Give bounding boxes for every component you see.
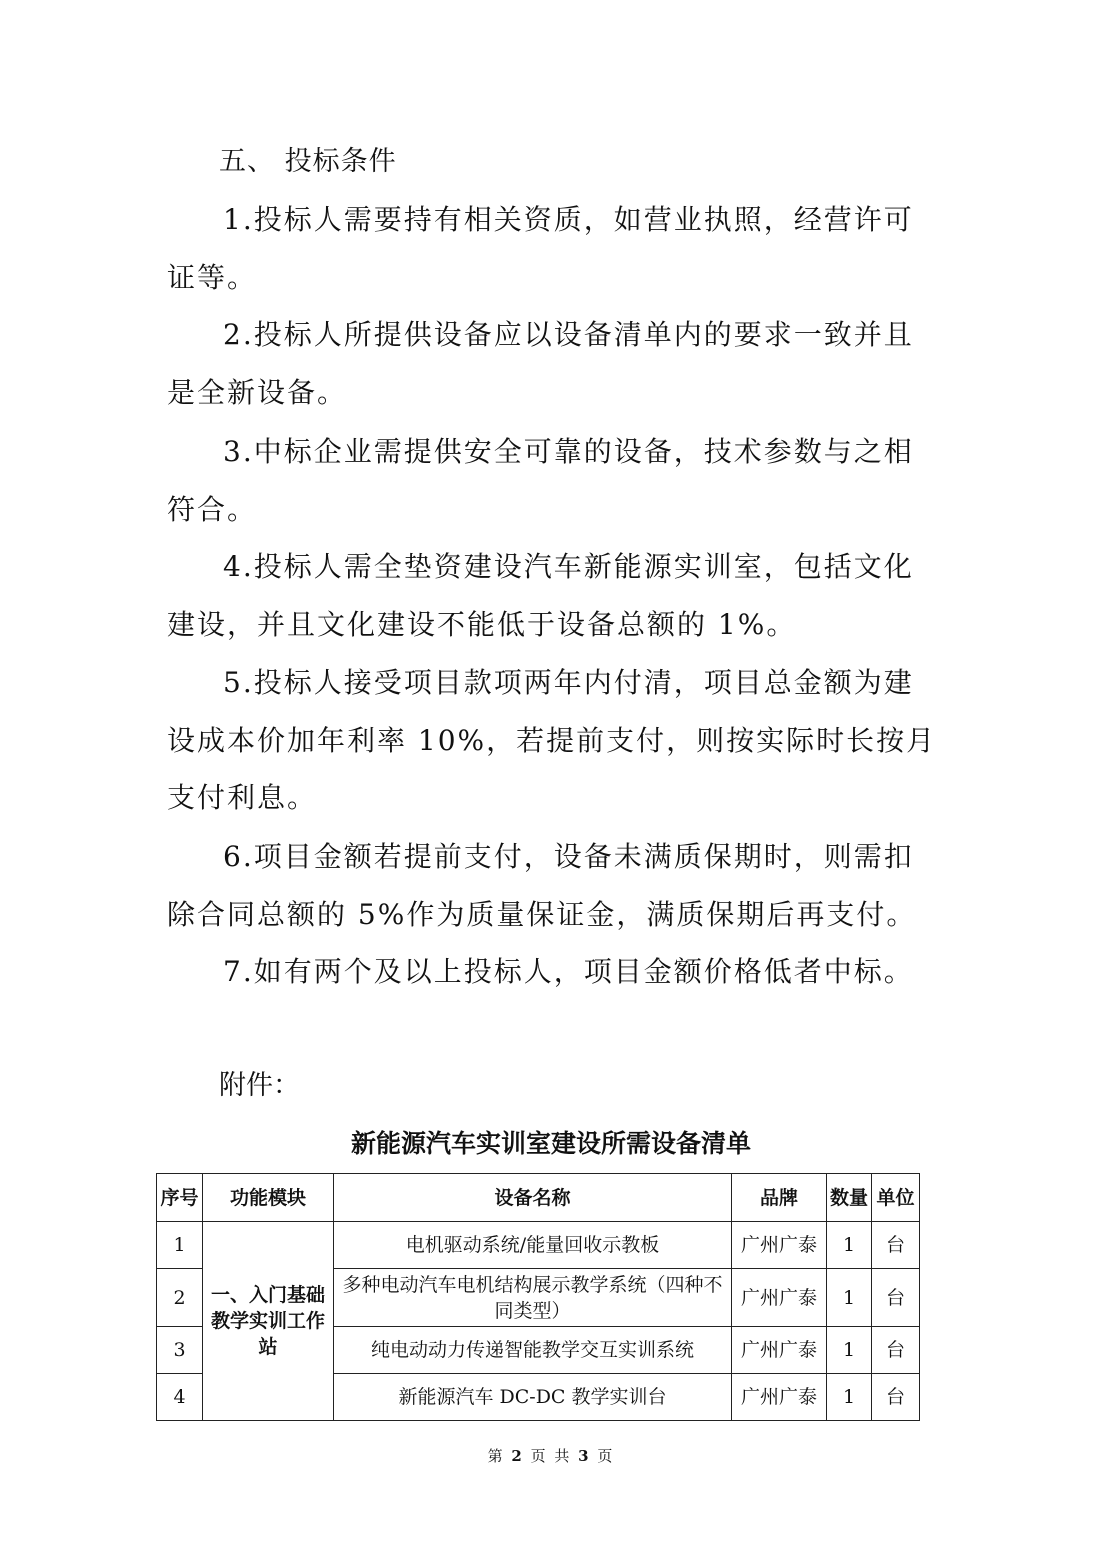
header-quantity: 数量: [827, 1174, 872, 1222]
equipment-table: [156, 1173, 920, 1421]
condition-4: 4.投标人需全垫资建设汽车新能源实训室，包括文化建设，并且文化建设不能低于设备总额的 1%。: [167, 550, 914, 641]
section-title: 五、 投标条件: [219, 146, 397, 177]
cell-brand: 广州广泰: [732, 1222, 827, 1269]
footer-prefix: 第: [487, 1447, 505, 1465]
header-unit: 单位: [872, 1174, 920, 1222]
header-no: 序号: [157, 1174, 203, 1222]
cell-brand: 广州广泰: [732, 1327, 827, 1374]
header-equipment-name: 设备名称: [334, 1174, 732, 1222]
cell-quantity: 1: [827, 1222, 872, 1269]
footer-total-pages: 3: [578, 1447, 591, 1465]
cell-no: 4: [157, 1374, 203, 1421]
cell-equipment-name: 多种电动汽车电机结构展示教学系统（四种不同类型）: [334, 1269, 732, 1327]
cell-brand: 广州广泰: [732, 1374, 827, 1421]
cell-quantity: 1: [827, 1327, 872, 1374]
cell-no: 1: [157, 1222, 203, 1269]
cell-equipment-name: 纯电动动力传递智能教学交互实训系统: [334, 1327, 732, 1374]
cell-no: 3: [157, 1327, 203, 1374]
cell-module: 一、入门基础教学实训工作站: [203, 1222, 334, 1421]
cell-unit: 台: [872, 1327, 920, 1374]
condition-5: 5.投标人接受项目款项两年内付清，项目总金额为建设成本价加年利率 10%，若提前支付，则按实际时长按月支付利息。: [167, 666, 937, 814]
cell-equipment-name: 电机驱动系统/能量回收示教板: [334, 1222, 732, 1269]
header-brand: 品牌: [732, 1174, 827, 1222]
condition-6: 6.项目金额若提前支付，设备未满质保期时，则需扣除合同总额的 5%作为质量保证金，满质保期后再支付。: [167, 840, 917, 931]
cell-quantity: 1: [827, 1269, 872, 1327]
table-header-row: [157, 1174, 920, 1222]
cell-equipment-name: 新能源汽车 DC-DC 教学实训台: [334, 1374, 732, 1421]
condition-3: 3.中标企业需提供安全可靠的设备，技术参数与之相符合。: [167, 435, 914, 526]
cell-quantity: 1: [827, 1374, 872, 1421]
condition-7: 7.如有两个及以上投标人，项目金额价格低者中标。: [223, 955, 914, 988]
table-title: 新能源汽车实训室建设所需设备清单: [350, 1129, 751, 1158]
cell-unit: 台: [872, 1222, 920, 1269]
cell-brand: 广州广泰: [732, 1269, 827, 1327]
attachment-label: 附件：: [219, 1070, 300, 1101]
condition-1: 1.投标人需要持有相关资质，如营业执照，经营许可证等。: [167, 203, 914, 294]
cell-unit: 台: [872, 1374, 920, 1421]
cell-unit: 台: [872, 1269, 920, 1327]
footer-suffix: 页: [597, 1447, 615, 1465]
footer-page-number: 2: [511, 1447, 524, 1465]
table-row: [157, 1222, 920, 1269]
header-module: 功能模块: [203, 1174, 334, 1222]
page-footer: [0, 1444, 1102, 1468]
footer-mid: 页 共: [530, 1447, 572, 1465]
cell-no: 2: [157, 1269, 203, 1327]
condition-2: 2.投标人所提供设备应以设备清单内的要求一致并且是全新设备。: [167, 318, 914, 409]
